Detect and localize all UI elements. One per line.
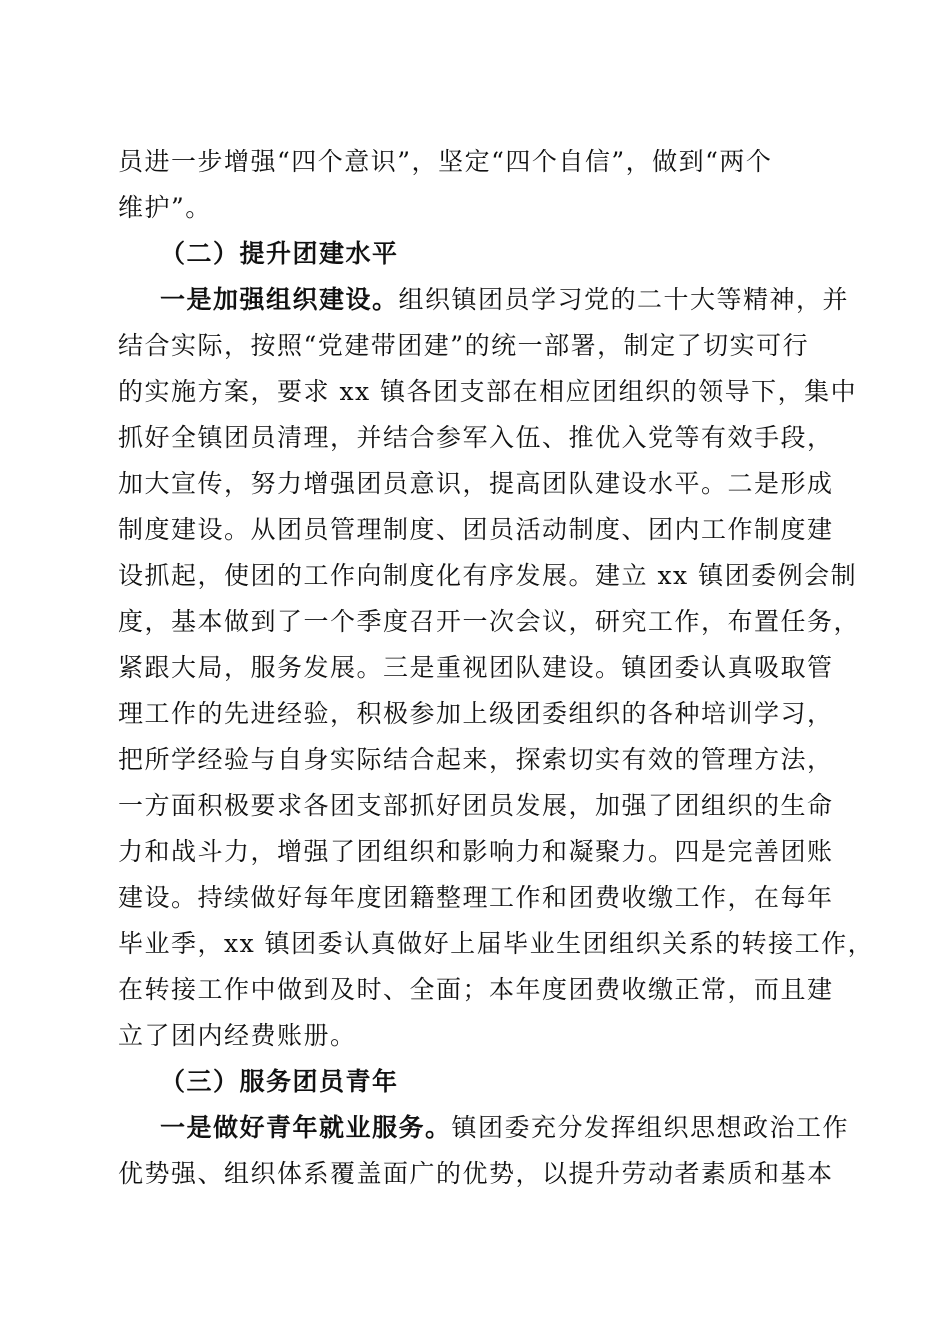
body-line: 力和战斗力，增强了团组织和影响力和凝聚力。四是完善团账 [118,837,834,866]
paragraph-first-line [160,285,880,315]
body-line: 设抓起，使团的工作向制度化有序发展。建立 xx 镇团委例会制 [118,561,858,590]
body-line: 抓好全镇团员清理，并结合参军入伍、推优入党等有效手段， [118,423,834,452]
paragraph-text: 镇团委充分发挥组织思想政治工作 [451,1113,850,1142]
body-line: 理工作的先进经验，积极参加上级团委组织的各种培训学习， [118,699,834,728]
body-line: 制度建设。从团员管理制度、团员活动制度、团内工作制度建 [118,515,834,544]
body-line: 在转接工作中做到及时、全面；本年度团费收缴正常，而且建 [118,975,834,1004]
body-line: 员进一步增强“四个意识”，坚定“四个自信”，做到“两个 [118,147,773,176]
body-line: 的实施方案，要求 xx 镇各团支部在相应团组织的领导下，集中 [118,377,858,406]
paragraph-text: 组织镇团员学习党的二十大等精神，并 [398,285,850,314]
body-line: 建设。持续做好每年度团籍整理工作和团费收缴工作，在每年 [118,883,834,912]
body-line: 毕业季，xx 镇团委认真做好上届毕业生团组织关系的转接工作， [118,929,875,958]
paragraph-lead: 一是加强组织建设。 [160,285,399,314]
paragraph-lead: 一是做好青年就业服务。 [160,1113,452,1142]
body-line: 维护”。 [118,193,212,222]
body-line: 加大宣传，努力增强团员意识，提高团队建设水平。二是形成 [118,469,834,498]
body-line: 结合实际，按照“党建带团建”的统一部署，制定了切实可行 [118,331,810,360]
section-heading: （二）提升团建水平 [160,239,399,268]
body-line: 立了团内经费账册。 [118,1021,357,1050]
body-line: 度，基本做到了一个季度召开一次会议，研究工作，布置任务， [118,607,861,636]
section-heading: （三）服务团员青年 [160,1067,399,1096]
body-line: 一方面积极要求各团支部抓好团员发展，加强了团组织的生命 [118,791,834,820]
body-line: 把所学经验与自身实际结合起来，探索切实有效的管理方法， [118,745,834,774]
body-line: 紧跟大局，服务发展。三是重视团队建设。镇团委认真吸取管 [118,653,834,682]
paragraph-first-line [160,1113,880,1143]
body-line: 优势强、组织体系覆盖面广的优势，以提升劳动者素质和基本 [118,1159,834,1188]
